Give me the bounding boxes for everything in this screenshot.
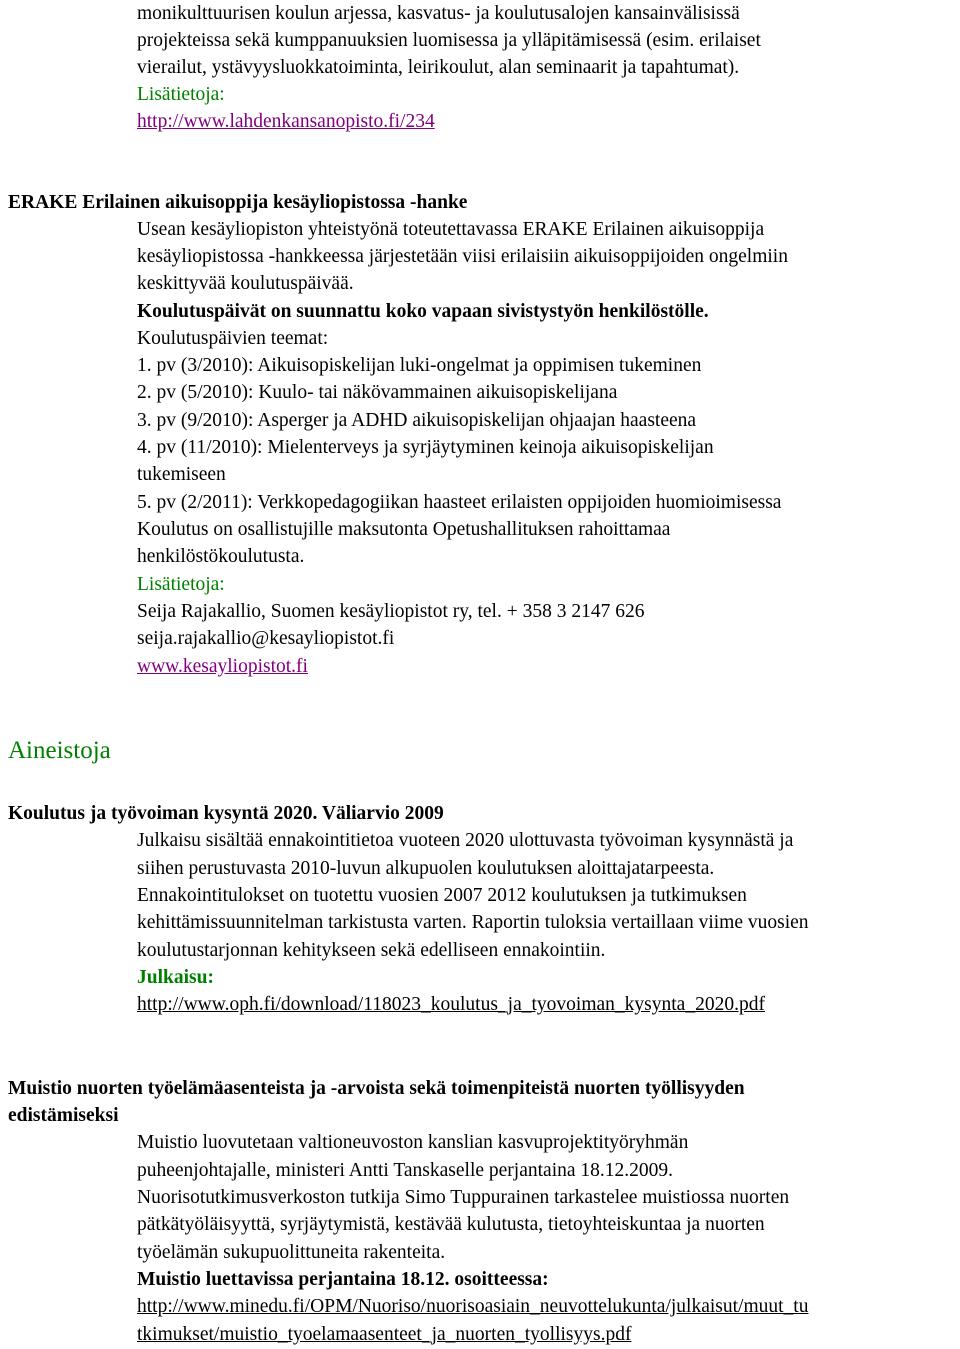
muistio-title-line: Muistio nuorten työelämäasenteista ja -arvoista sekä toimenpiteistä nuorten työllisyyden <box>8 1078 745 1099</box>
muistio-title-line: edistämiseksi <box>8 1105 119 1126</box>
kesayliopistot-link[interactable]: www.kesayliopistot.fi <box>137 656 308 677</box>
erake-theme-item: 1. pv (3/2010): Aikuisopiskelijan luki-ongelmat ja oppimisen tukeminen <box>137 355 702 376</box>
oph-pdf-link[interactable]: http://www.oph.fi/download/118023_koulutus_ja_tyovoiman_kysynta_2020.pdf <box>137 994 765 1015</box>
minedu-pdf-link-continued[interactable]: tkimukset/muistio_tyoelamaasenteet_ja_nuorten_tyollisyys.pdf <box>137 1324 632 1345</box>
koulutus-text-line: kehittämissuunnitelman tarkistusta varten. Raportin tuloksia vertaillaan viime vuosien <box>137 912 809 933</box>
erake-themes-label: Koulutuspäivien teemat: <box>137 328 329 349</box>
muistio-text-line: pätkätyöläisyyttä, syrjäytymistä, kestävää kulutusta, tietoyhteiskuntaa ja nuorten <box>137 1214 765 1235</box>
muistio-available-label: Muistio luettavissa perjantaina 18.12. osoitteessa: <box>137 1269 549 1290</box>
muistio-text-line: Nuorisotutkimusverkoston tutkija Simo Tuppurainen tarkastelee muistiossa nuorten <box>137 1187 790 1208</box>
erake-desc-line: kesäyliopistossa -hankkeessa järjestetään viisi erilaisiin aikuisoppijoiden ongelmiin <box>137 246 788 267</box>
erake-theme-item: 4. pv (11/2010): Mielenterveys ja syrjäytyminen keinoja aikuisopiskelijan <box>137 437 714 458</box>
intro-text-line: monikulttuurisen koulun arjessa, kasvatus- ja koulutusalojen kansainvälisissä <box>137 3 740 24</box>
intro-more-info-label: Lisätietoja: <box>137 84 225 105</box>
koulutus-publication-label: Julkaisu: <box>137 967 214 988</box>
erake-desc-line: Usean kesäyliopiston yhteistyönä toteutettavassa ERAKE Erilainen aikuisoppija <box>137 219 765 240</box>
materials-heading: Aineistoja <box>8 737 111 764</box>
erake-email: seija.rajakallio@kesayliopistot.fi <box>137 628 395 649</box>
erake-theme-item: 5. pv (2/2011): Verkkopedagogiikan haasteet erilaisten oppijoiden huomioimisessa <box>137 492 782 513</box>
koulutus-text-line: Julkaisu sisältää ennakointitietoa vuoteen 2020 ulottuvasta työvoiman kysynnästä ja <box>137 830 794 851</box>
intro-text-line: projekteissa sekä kumppanuuksien luomisessa ja ylläpitämisessä (esim. erilaiset <box>137 30 761 51</box>
erake-highlight: Koulutuspäivät on suunnattu koko vapaan sivistystyön henkilöstölle. <box>137 301 709 322</box>
koulutus-text-line: koulutustarjonnan kehitykseen sekä edelliseen ennakointiin. <box>137 940 606 961</box>
koulutus-text-line: siihen perustuvasta 2010-luvun alkupuolen koulutuksen aloittajatarpeesta. <box>137 858 715 879</box>
lahdenkansanopisto-link[interactable]: http://www.lahdenkansanopisto.fi/234 <box>137 111 435 132</box>
erake-funding-line: henkilöstökoulutusta. <box>137 546 305 567</box>
muistio-text-line: työelämän sukupuolittuneita rakenteita. <box>137 1242 446 1263</box>
erake-title: ERAKE Erilainen aikuisoppija kesäyliopistossa -hanke <box>8 192 468 213</box>
koulutus-title: Koulutus ja työvoiman kysyntä 2020. Väliarvio 2009 <box>8 803 444 824</box>
muistio-text-line: Muistio luovutetaan valtioneuvoston kanslian kasvuprojektityöryhmän <box>137 1132 689 1153</box>
erake-theme-item: tukemiseen <box>137 464 226 485</box>
muistio-text-line: puheenjohtajalle, ministeri Antti Tanskaselle perjantaina 18.12.2009. <box>137 1160 674 1181</box>
erake-contact: Seija Rajakallio, Suomen kesäyliopistot ry, tel. + 358 3 2147 626 <box>137 601 645 622</box>
minedu-pdf-link[interactable]: http://www.minedu.fi/OPM/Nuoriso/nuorisoasiain_neuvottelukunta/julkaisut/muut_tu <box>137 1296 809 1317</box>
erake-theme-item: 2. pv (5/2010): Kuulo- tai näkövammainen aikuisopiskelijana <box>137 382 618 403</box>
koulutus-text-line: Ennakointitulokset on tuotettu vuosien 2007 2012 koulutuksen ja tutkimuksen <box>137 885 747 906</box>
intro-text-line: vierailut, ystävyysluokkatoiminta, leirikoulut, alan seminaarit ja tapahtumat). <box>137 57 740 78</box>
erake-funding-line: Koulutus on osallistujille maksutonta Opetushallituksen rahoittamaa <box>137 519 671 540</box>
erake-theme-item: 3. pv (9/2010): Asperger ja ADHD aikuisopiskelijan ohjaajan haasteena <box>137 410 697 431</box>
erake-desc-line: keskittyvää koulutuspäivää. <box>137 273 354 294</box>
erake-more-info-label: Lisätietoja: <box>137 574 225 595</box>
